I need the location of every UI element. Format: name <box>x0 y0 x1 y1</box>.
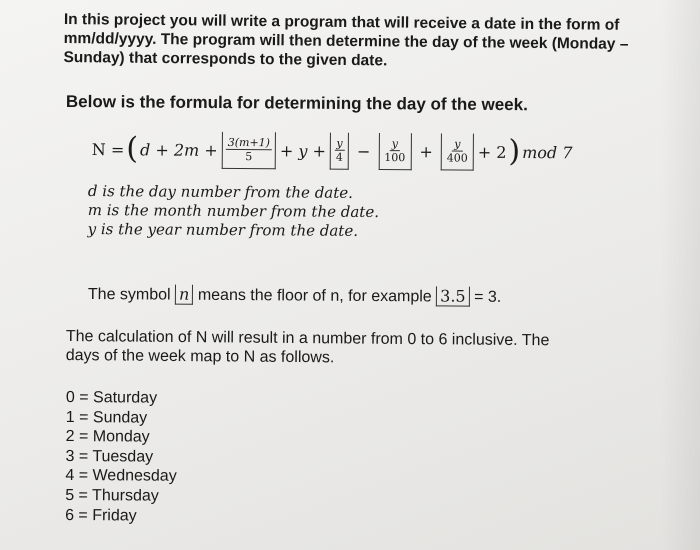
floor-bracket <box>441 133 474 170</box>
floor-example-symbol: 3.5 <box>436 286 470 306</box>
variable-definitions <box>88 182 380 241</box>
fraction-denominator: 400 <box>446 151 468 165</box>
definition-line: m is the month number from the date. <box>87 200 380 222</box>
floor-bracket <box>378 133 411 170</box>
floor-n-symbol: n <box>175 285 193 305</box>
formula-mod: mod 7 <box>522 142 573 162</box>
floor-symbol-note: The symbol n means the floor of n, for example 3.5 = 3. <box>87 284 502 306</box>
day-mapping-item: 4 = Wednesday <box>65 467 177 486</box>
floor-bracket <box>330 132 349 169</box>
formula-lhs: N = <box>91 139 125 159</box>
page-shadow <box>660 0 700 550</box>
formula-minus: − <box>356 141 371 161</box>
day-of-week-formula <box>92 124 573 177</box>
formula-heading: Below is the formula for determining the day of the week. <box>65 92 528 115</box>
day-mapping-item: 3 = Tuesday <box>65 447 154 466</box>
fraction-denominator: 4 <box>335 150 343 164</box>
intro-line: mm/dd/yyyy. The program will then determine the day of the week (Monday – <box>63 29 629 53</box>
intro-line: Sunday) that corresponds to the given date. <box>63 48 388 70</box>
day-mapping-item: 1 = Sunday <box>65 408 148 427</box>
formula-plus: + <box>419 141 433 161</box>
formula-tail: + 2 <box>477 142 507 162</box>
intro-paragraph <box>63 10 628 73</box>
formula-plus-y: + y + <box>279 140 327 161</box>
fraction-numerator: y <box>334 137 344 151</box>
fraction-denominator: 5 <box>245 150 253 164</box>
fraction-numerator: 3(m+1) <box>226 136 272 150</box>
close-paren: ) <box>508 133 521 169</box>
calc-line: The calculation of N will result in a number from 0 to 6 inclusive. The <box>65 327 550 350</box>
formula-d-term: d + 2m + <box>139 139 218 160</box>
floor-bracket <box>222 131 276 168</box>
fraction-denominator: 100 <box>384 151 406 165</box>
definition-line: y is the year number from the date. <box>87 219 359 240</box>
day-mapping-item: 6 = Friday <box>65 506 137 525</box>
intro-line: In this project you will write a program that will receive a date in the form of <box>63 10 620 34</box>
calculation-paragraph <box>66 327 550 369</box>
day-mapping-list <box>65 388 177 526</box>
fraction-numerator: y <box>390 137 400 151</box>
fraction-numerator: y <box>452 138 462 152</box>
day-mapping-item: 2 = Monday <box>65 428 150 446</box>
day-mapping-item: 0 = Saturday <box>65 388 158 407</box>
open-paren: ( <box>126 131 139 167</box>
calc-line: days of the week map to N as follows. <box>65 346 335 367</box>
day-mapping-item: 5 = Thursday <box>65 486 159 505</box>
definition-line: d is the day number from the date. <box>87 182 354 202</box>
